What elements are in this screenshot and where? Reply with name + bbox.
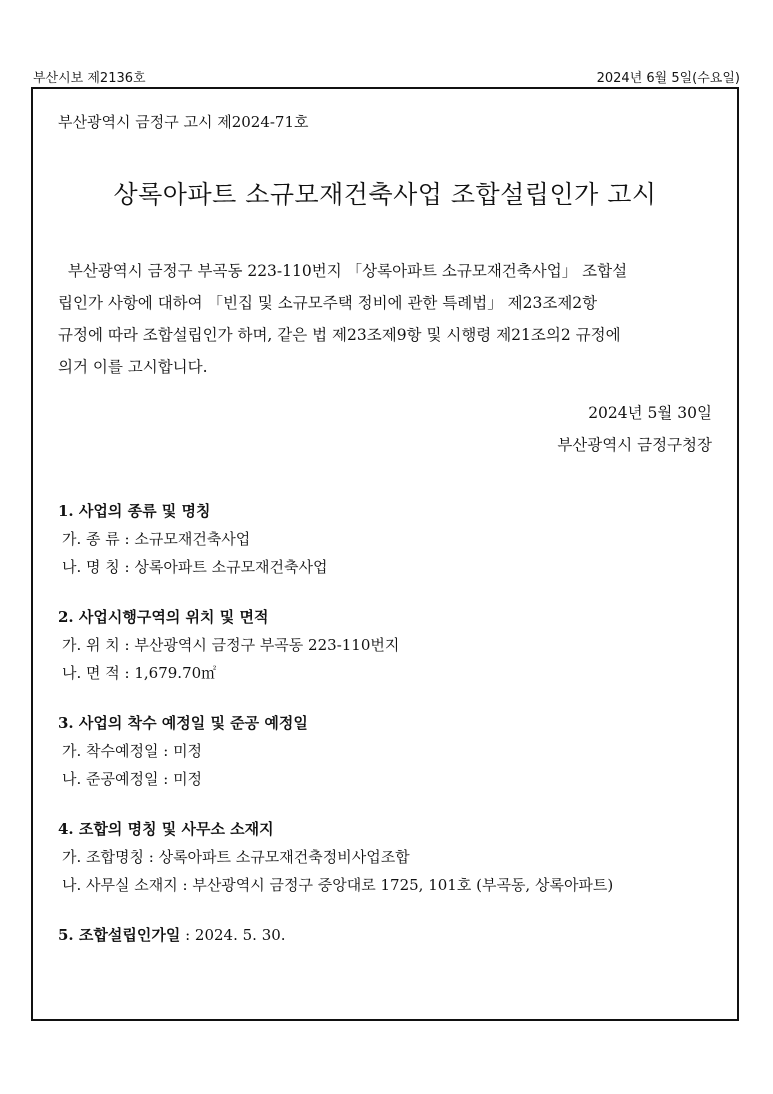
section-association — [58, 815, 718, 899]
notice-sections — [58, 497, 718, 971]
body-line: 규정에 따라 조합설립인가 하며, 같은 법 제23조제9항 및 시행령 제21조의2 규정에 — [58, 326, 621, 344]
notice-body — [58, 255, 718, 383]
section-title: 1. 사업의 종류 및 명칭 — [58, 502, 211, 520]
approval-date-label: 5. 조합설립인가일 — [58, 926, 181, 944]
page-header — [33, 65, 740, 87]
notice-number: 부산광역시 금정구 고시 제2024-71호 — [58, 113, 309, 131]
section-item: 나. 명 칭 : 상록아파트 소규모재건축사업 — [62, 558, 328, 576]
section-item: 가. 위 치 : 부산광역시 금정구 부곡동 223-110번지 — [62, 636, 400, 654]
section-item: 나. 준공예정일 : 미정 — [62, 770, 203, 788]
section-schedule — [58, 709, 718, 793]
publication-date: 2024년 6월 5일(수요일) — [596, 71, 740, 86]
issuer-name: 부산광역시 금정구청장 — [557, 436, 712, 454]
section-title: 4. 조합의 명칭 및 사무소 소재지 — [58, 820, 274, 838]
body-line: 립인가 사항에 대하여 「빈집 및 소규모주택 정비에 관한 특례법」 제23조제2항 — [58, 294, 598, 312]
section-item: 나. 사무실 소재지 : 부산광역시 금정구 중앙대로 1725, 101호 (부곡동, 상록아파트) — [62, 876, 614, 894]
section-approval-date — [58, 921, 718, 949]
section-item: 가. 조합명칭 : 상록아파트 소규모재건축정비사업조합 — [62, 848, 410, 866]
section-location-area — [58, 603, 718, 687]
section-item: 가. 착수예정일 : 미정 — [62, 742, 203, 760]
publication-number: 부산시보 제2136호 — [33, 71, 146, 86]
body-line: 부산광역시 금정구 부곡동 223-110번지 「상록아파트 소규모재건축사업」 조합설 — [58, 262, 628, 280]
section-title — [58, 921, 718, 949]
section-title: 2. 사업시행구역의 위치 및 면적 — [58, 608, 269, 626]
notice-title: 상록아파트 소규모재건축사업 조합설립인가 고시 — [113, 180, 657, 209]
body-line: 의거 이를 고시합니다. — [58, 358, 208, 376]
signature-block — [557, 397, 712, 461]
section-title: 3. 사업의 착수 예정일 및 준공 예정일 — [58, 714, 308, 732]
section-item: 가. 종 류 : 소규모재건축사업 — [62, 530, 251, 548]
issue-date: 2024년 5월 30일 — [588, 404, 712, 422]
section-item: 나. 면 적 : 1,679.70㎡ — [62, 664, 217, 682]
notice-box — [31, 87, 739, 1021]
section-business-type — [58, 497, 718, 581]
approval-date-value: : 2024. 5. 30. — [180, 926, 286, 944]
